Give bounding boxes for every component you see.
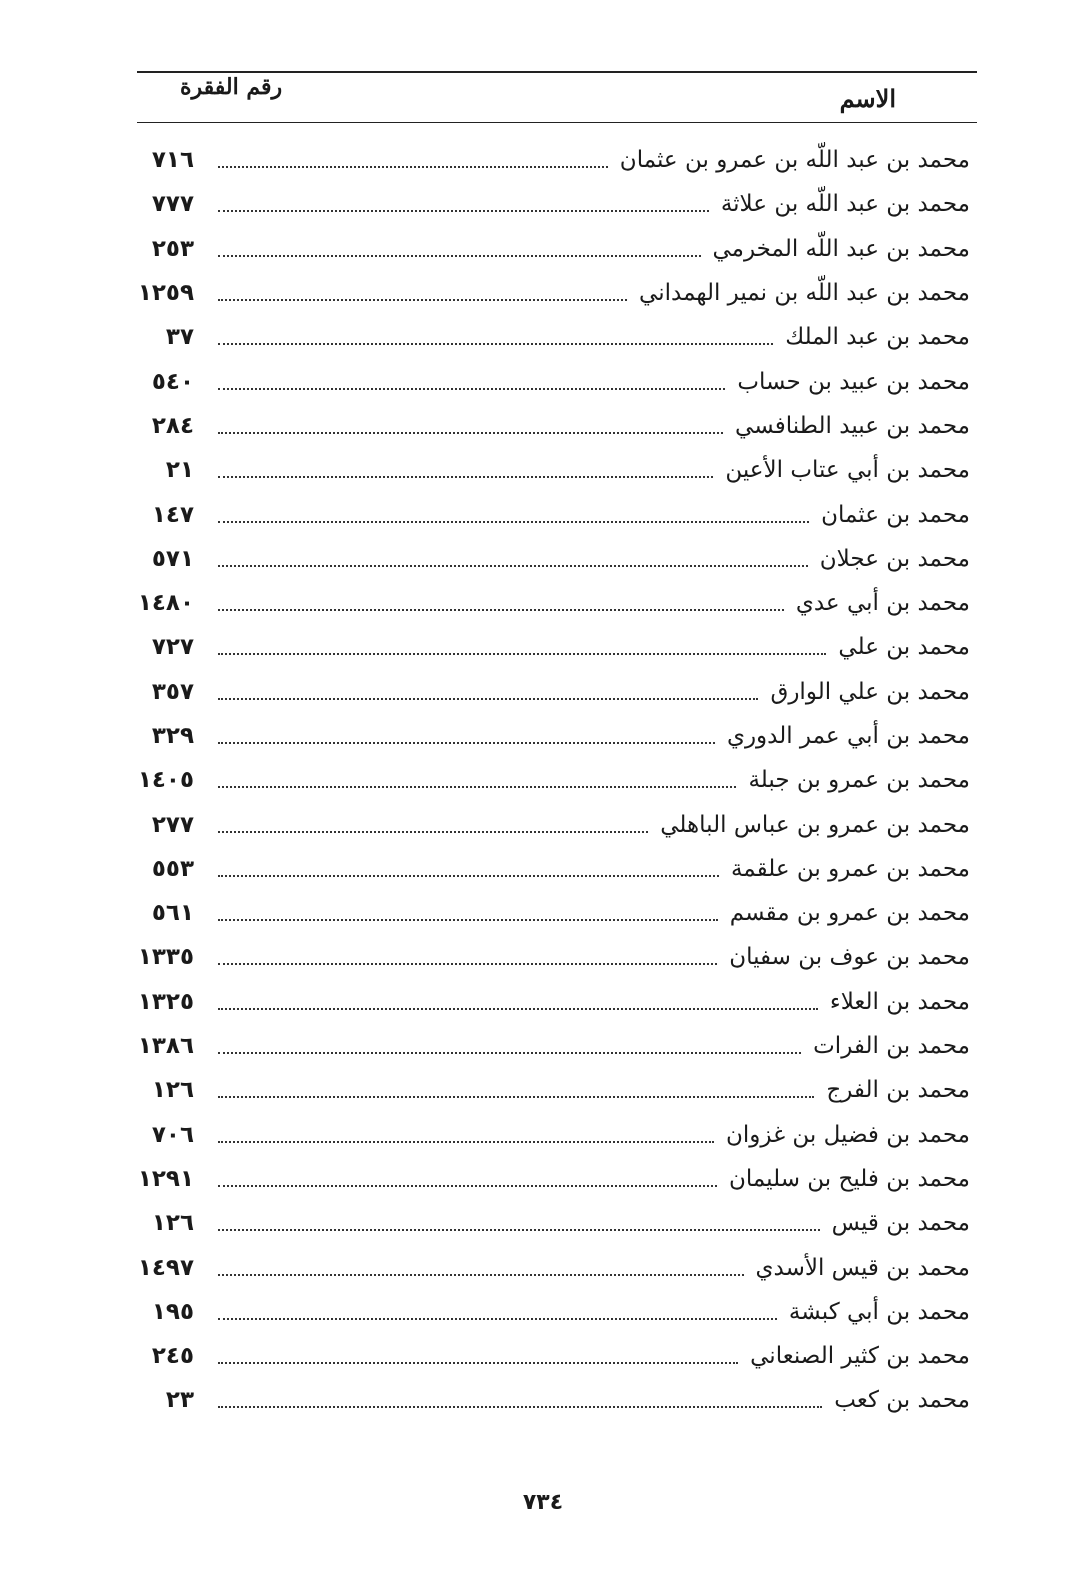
entry-name: محمد بن عمرو بن علقمة — [730, 855, 970, 882]
dot-leader — [218, 1006, 818, 1010]
dot-leader — [218, 1316, 777, 1320]
entry-name: محمد بن أبي عتاب الأعين — [725, 457, 970, 484]
entry-paragraph-number: ١٤٠٥ — [137, 767, 194, 794]
index-entry — [120, 537, 980, 581]
entry-paragraph-number: ٢٥٣ — [151, 235, 194, 262]
dot-leader — [218, 740, 715, 744]
entry-name: محمد بن أبي عمر الدوري — [726, 723, 970, 749]
index-entries — [120, 138, 980, 1423]
index-entry — [120, 492, 980, 536]
entry-paragraph-number: ١٢٥٩ — [137, 280, 194, 307]
entry-paragraph-number: ٢٧٧ — [151, 811, 194, 838]
entry-paragraph-number: ١٩٥ — [151, 1298, 194, 1325]
dot-leader — [218, 873, 719, 877]
index-entry — [120, 1290, 980, 1334]
dot-leader — [218, 1094, 814, 1098]
entry-name: محمد بن عبد اللّه بن عمرو بن عثمان — [619, 147, 970, 174]
index-entry — [120, 1068, 980, 1112]
index-entry — [120, 448, 980, 492]
entry-name: محمد بن عمرو بن جبلة — [748, 767, 970, 794]
index-entry — [120, 935, 980, 979]
entry-paragraph-number: ١٣٨٦ — [137, 1033, 194, 1060]
dot-leader — [218, 474, 713, 478]
entry-paragraph-number: ١٤٨٠ — [137, 590, 194, 617]
index-entry — [120, 891, 980, 935]
dot-leader — [218, 917, 718, 921]
entry-paragraph-number: ٥٦١ — [151, 900, 194, 927]
entry-name: محمد بن عبد الملك — [785, 324, 970, 351]
dot-leader — [218, 1227, 820, 1231]
index-entry — [120, 581, 980, 625]
entry-paragraph-number: ١٢٩١ — [137, 1165, 194, 1192]
entry-paragraph-number: ١٤٧ — [151, 501, 194, 528]
index-entry — [120, 1378, 980, 1422]
entry-name: محمد بن عجلان — [819, 545, 970, 572]
index-entry — [120, 802, 980, 846]
entry-name: محمد بن أبي كبشة — [788, 1298, 970, 1325]
entry-name: محمد بن عمرو بن مقسم — [729, 900, 970, 927]
entry-paragraph-number: ١٣٢٥ — [137, 988, 194, 1015]
entry-name: محمد بن فليح بن سليمان — [728, 1165, 970, 1192]
entry-paragraph-number: ٢٨٤ — [151, 412, 194, 439]
entry-name: محمد بن كثير الصنعاني — [750, 1343, 970, 1370]
index-entry — [120, 1245, 980, 1289]
entry-paragraph-number: ٣٢٩ — [151, 723, 194, 749]
index-entry — [120, 271, 980, 315]
index-entry — [120, 847, 980, 891]
number-column-header: رقم الفقرة — [180, 74, 283, 100]
page-number: ٧٣٤ — [522, 1490, 564, 1515]
dot-leader — [218, 784, 736, 788]
entry-name: محمد بن عثمان — [821, 501, 970, 528]
entry-name: محمد بن قيس الأسدي — [755, 1254, 970, 1281]
index-entry — [120, 138, 980, 182]
entry-paragraph-number: ٢٤٥ — [151, 1343, 194, 1370]
dot-leader — [218, 430, 723, 434]
entry-name: محمد بن عبد اللّه بن نمير الهمداني — [639, 280, 970, 307]
index-entry — [120, 404, 980, 448]
entry-name: محمد بن الفرات — [813, 1033, 970, 1060]
index-entry — [120, 227, 980, 271]
dot-leader — [218, 1139, 714, 1143]
entry-paragraph-number: ٥٧١ — [151, 545, 194, 572]
dot-leader — [218, 164, 608, 168]
entry-paragraph-number: ١٢٦ — [151, 1077, 194, 1104]
dot-leader — [218, 341, 773, 345]
dot-leader — [218, 607, 784, 611]
dot-leader — [218, 696, 758, 700]
name-column-header: الاسم — [839, 84, 896, 113]
header-top-rule — [137, 71, 977, 73]
entry-paragraph-number: ٧١٦ — [151, 147, 194, 174]
dot-leader — [218, 386, 725, 390]
entry-paragraph-number: ٧٢٧ — [151, 634, 194, 661]
header-bottom-rule — [137, 122, 977, 123]
index-entry — [120, 758, 980, 802]
entry-paragraph-number: ١٤٩٧ — [137, 1254, 194, 1281]
entry-paragraph-number: ٧٠٦ — [151, 1121, 194, 1148]
index-entry — [120, 315, 980, 359]
dot-leader — [218, 1183, 717, 1187]
dot-leader — [218, 563, 808, 567]
dot-leader — [218, 829, 648, 833]
dot-leader — [218, 519, 809, 523]
entry-paragraph-number: ٥٤٠ — [151, 368, 194, 395]
index-entry — [120, 670, 980, 714]
entry-paragraph-number: ٥٥٣ — [151, 855, 194, 882]
index-entry — [120, 980, 980, 1024]
index-entry — [120, 1334, 980, 1378]
dot-leader — [218, 1360, 738, 1364]
entry-paragraph-number: ٢٣ — [165, 1387, 194, 1414]
entry-name: محمد بن علي — [838, 634, 970, 661]
dot-leader — [218, 651, 826, 655]
dot-leader — [218, 961, 717, 965]
entry-name: محمد بن عبيد بن حساب — [737, 368, 970, 395]
dot-leader — [218, 1050, 801, 1054]
entry-paragraph-number: ٣٥٧ — [151, 678, 194, 705]
entry-paragraph-number: ٧٧٧ — [151, 191, 194, 218]
index-entry — [120, 1201, 980, 1245]
index-entry — [120, 1024, 980, 1068]
entry-name: محمد بن الفرج — [826, 1077, 970, 1104]
index-entry — [120, 625, 980, 669]
entry-paragraph-number: ٢١ — [165, 457, 194, 484]
entry-paragraph-number: ١٣٣٥ — [137, 944, 194, 971]
index-entry — [120, 714, 980, 758]
entry-paragraph-number: ٣٧ — [165, 324, 194, 351]
index-entry — [120, 182, 980, 226]
entry-name: محمد بن عوف بن سفيان — [729, 944, 970, 971]
entry-paragraph-number: ١٢٦ — [151, 1210, 194, 1237]
entry-name: محمد بن عمرو بن عباس الباهلي — [660, 811, 970, 838]
entry-name: محمد بن عبيد الطنافسي — [735, 412, 970, 439]
index-entry — [120, 1157, 980, 1201]
dot-leader — [218, 253, 701, 257]
entry-name: محمد بن فضيل بن غزوان — [725, 1121, 970, 1148]
entry-name: محمد بن علي الوارق — [770, 678, 970, 705]
entry-name: محمد بن قيس — [831, 1210, 970, 1237]
dot-leader — [218, 297, 627, 301]
entry-name: محمد بن العلاء — [829, 988, 970, 1015]
dot-leader — [218, 208, 709, 212]
entry-name: محمد بن كعب — [834, 1387, 970, 1414]
entry-name: محمد بن عبد اللّه بن علاثة — [720, 191, 970, 218]
dot-leader — [218, 1404, 822, 1408]
index-entry — [120, 359, 980, 403]
entry-name: محمد بن أبي عدي — [795, 590, 970, 617]
dot-leader — [218, 1272, 744, 1276]
index-entry — [120, 1113, 980, 1157]
entry-name: محمد بن عبد اللّه المخرمي — [712, 235, 970, 262]
